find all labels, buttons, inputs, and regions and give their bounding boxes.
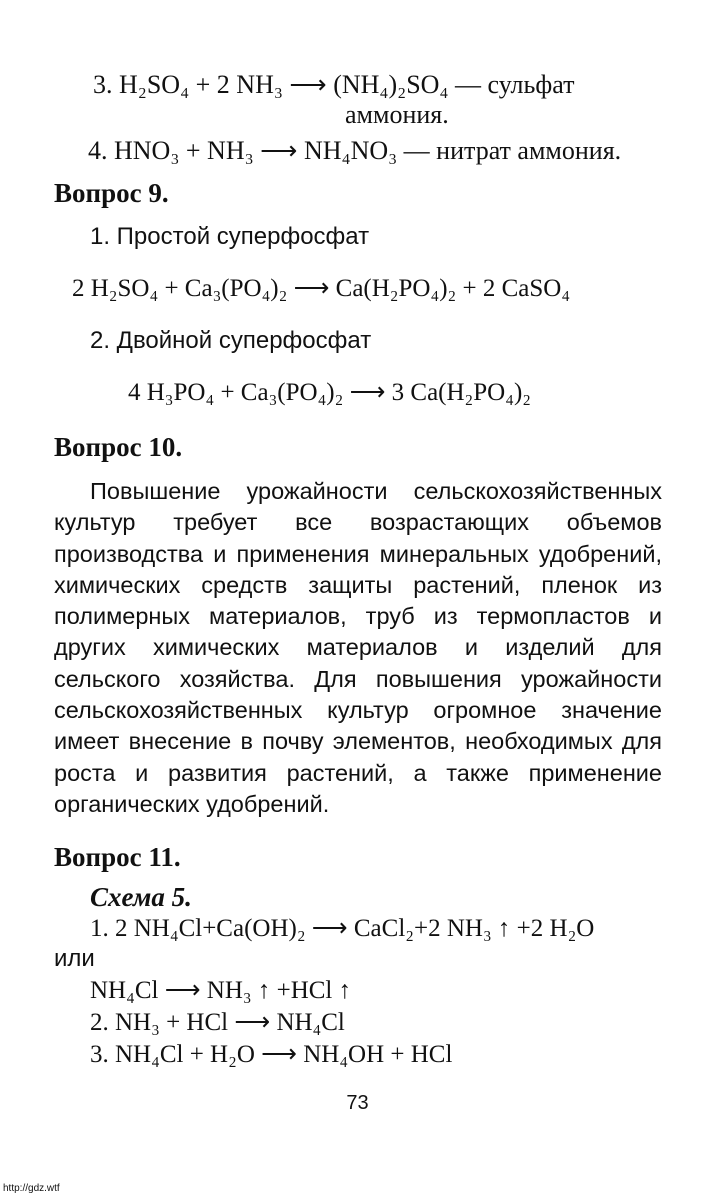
question-9-heading: Вопрос 9. <box>54 178 169 208</box>
q9-item-1: 1. Простой суперфосфат <box>90 223 370 250</box>
question-10-heading: Вопрос 10. <box>54 432 183 462</box>
q9-equation-1: 2 H₂SO₄ + Ca₃(PO₄)₂ ⟶ Ca(H₂PO₄)₂ + 2 CaSO₄ <box>72 275 571 302</box>
scheme-reaction-3: 3. NH₄Cl + H₂O ⟶ NH₄OH + HCl <box>90 1041 453 1068</box>
scheme-reaction-1: 1. 2 NH₄Cl+Ca(OH)₂ ⟶ CaCl₂+2 NH₃ ↑ +2 H₂O <box>90 915 595 942</box>
scheme-reaction-1-alt: NH₄Cl ⟶ NH₃ ↑ +HCl ↑ <box>90 977 352 1004</box>
q9-equation-2: 4 H₃PO₄ + Ca₃(PO₄)₂ ⟶ 3 Ca(H₂PO₄)₂ <box>128 379 531 406</box>
reaction-4: 4. HNO₃ + NH₃ ⟶ NH₄NO₃ — нитрат аммония. <box>88 136 622 165</box>
footer-url: http://gdz.wtf <box>3 1183 60 1194</box>
question-11-heading: Вопрос 11. <box>54 842 181 872</box>
reaction-3: 3. H₂SO₄ + 2 NH₃ ⟶ (NH₄)₂SO₄ — сульфат <box>93 70 575 99</box>
scheme-5-heading: Схема 5. <box>90 882 192 912</box>
reaction-3-continuation: аммония. <box>345 100 449 129</box>
scheme-reaction-2: 2. NH₃ + HCl ⟶ NH₄Cl <box>90 1009 345 1036</box>
q10-answer-paragraph: Повышение урожайности сельскохозяйственных культур требует все возрастающих объемов производства и применения минеральных удобрений, химических средств защиты растений, пленок из полимерных материалов, труб из термопластов и других химических материалов и изделий для сельского хозяйства. Для повышения урожайности сельскохозяйственных культур огромное значение имеет внесение в почву элементов, необходимых для роста и развития растений, а также применение органических удобрений. <box>54 478 662 817</box>
q9-item-2: 2. Двойной суперфосфат <box>90 327 372 354</box>
page-number: 73 <box>346 1092 369 1114</box>
or-label: или <box>54 945 95 972</box>
